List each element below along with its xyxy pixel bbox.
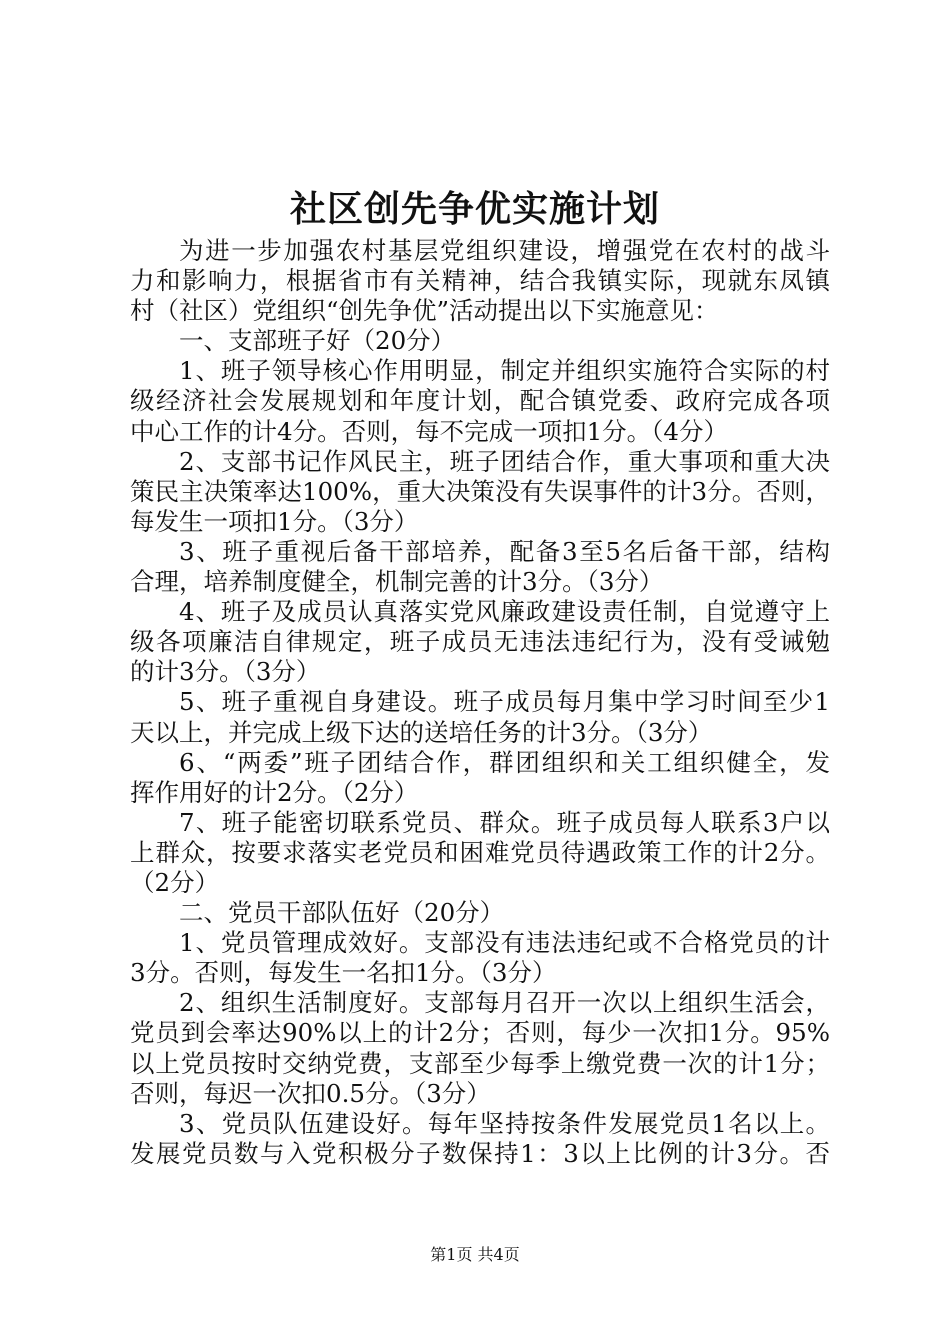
paragraph-line: 级经济社会发展规划和年度计划，配合镇党委、政府完成各项 [130,386,830,416]
paragraph-line: 级各项廉洁自律规定，班子成员无违法违纪行为，没有受诫勉 [130,627,830,657]
section-heading: 二、党员干部队伍好（20分） [179,898,505,928]
paragraph-line: 策民主决策率达100%，重大决策没有失误事件的计3分。否则， [130,476,830,506]
paragraph-line: 3、班子重视后备干部培养，配备3至5名后备干部，结构 [179,536,830,566]
paragraph-line: （2分） [130,867,220,897]
section-heading: 一、支部班子好（20分） [179,326,456,356]
paragraph-line: 党员到会率达90%以上的计2分；否则，每少一次扣1分。95% [130,1018,830,1048]
paragraph-line: 每发生一项扣1分。（3分） [130,506,419,536]
paragraph-line: 5、班子重视自身建设。班子成员每月集中学习时间至少1 [179,687,830,717]
paragraph-line: 的计3分。（3分） [130,657,321,687]
paragraph-line: 上群众，按要求落实老党员和困难党员待遇政策工作的计2分。 [130,837,830,867]
document-title: 社区创先争优实施计划 [289,188,660,230]
page-footer: 第1页 共4页 [430,1245,520,1264]
paragraph-line: 中心工作的计4分。否则，每不完成一项扣1分。（4分） [130,416,729,446]
paragraph-line: 2、组织生活制度好。支部每月召开一次以上组织生活会， [179,988,830,1018]
paragraph-line: 否则，每迟一次扣0.5分。（3分） [130,1078,491,1108]
paragraph-line: 力和影响力，根据省市有关精神，结合我镇实际，现就东凤镇 [130,266,830,296]
paragraph-line: 村（社区）党组织“创先争优”活动提出以下实施意见： [130,296,719,326]
paragraph-line: 挥作用好的计2分。（2分） [130,777,419,807]
paragraph-line: 天以上，并完成上级下达的送培任务的计3分。（3分） [130,717,713,747]
paragraph-line: 4、班子及成员认真落实党风廉政建设责任制，自觉遵守上 [179,597,830,627]
paragraph-line: 1、班子领导核心作用明显，制定并组织实施符合实际的村 [179,356,830,386]
paragraph-line: 3、党员队伍建设好。每年坚持按条件发展党员1名以上。 [179,1108,830,1138]
document-body [130,236,830,1169]
paragraph-line: 为进一步加强农村基层党组织建设，增强党在农村的战斗 [179,236,830,265]
paragraph-line: 6、“两委”班子团结合作，群团组织和关工组织健全，发 [179,747,830,777]
paragraph-line: 合理，培养制度健全，机制完善的计3分。（3分） [130,567,664,597]
paragraph-line: 7、班子能密切联系党员、群众。班子成员每人联系3户以 [179,807,830,837]
paragraph-line: 以上党员按时交纳党费，支部至少每季上缴党费一次的计1分； [130,1048,830,1078]
paragraph-line: 2、支部书记作风民主，班子团结合作，重大事项和重大决 [179,446,830,476]
paragraph-line: 1、党员管理成效好。支部没有违法违纪或不合格党员的计 [179,928,830,958]
paragraph-line: 发展党员数与入党积极分子数保持1：3以上比例的计3分。否 [130,1138,830,1168]
paragraph-line: 3分。否则，每发生一名扣1分。（3分） [130,958,557,988]
